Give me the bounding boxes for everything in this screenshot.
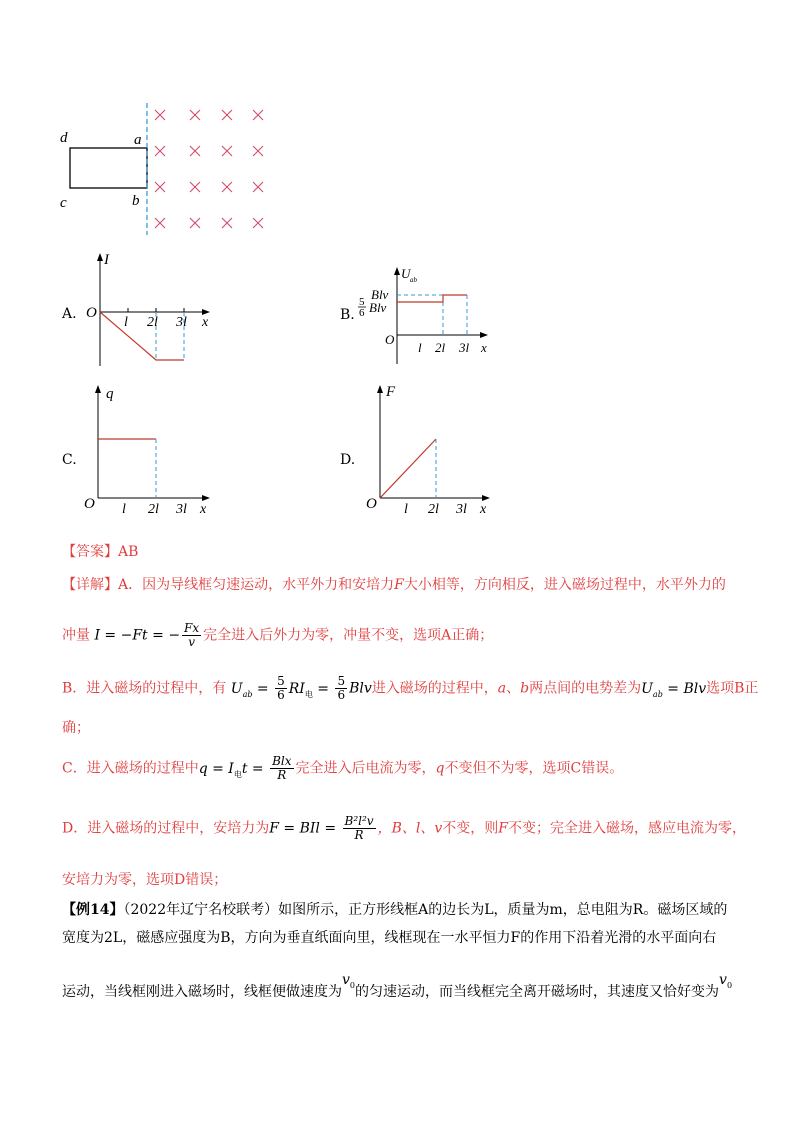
option-a-label: A.: [62, 306, 77, 322]
b-tick-2l: 2l: [435, 340, 446, 355]
explanation-a-line1: [62, 575, 726, 595]
a-tick-2l: 2l: [147, 315, 158, 330]
d-tick-l: l: [404, 502, 408, 517]
label-a: a: [134, 132, 142, 148]
example-line3: 运动，当线框刚进入磁场时，线框便做速度为$v_0$的匀速运动，而当线框完全离开磁场时，其速度又恰好变为$v_0$: [62, 972, 733, 1000]
example-line2: 宽度为2L，磁感应强度为B，方向为垂直纸面向里，线框现在一水平恒力F的作用下沿着光滑的水平面向右: [62, 930, 717, 946]
c-tick-3l: 3l: [176, 502, 187, 517]
answer-tag: 【答案】: [62, 544, 118, 560]
b-frac-den: 6: [359, 307, 365, 319]
d-y-axis: F: [386, 384, 396, 400]
explanation-c-intro: C．进入磁场的过程中: [62, 760, 199, 777]
wire-frame: [70, 148, 147, 188]
uab-line: [397, 295, 467, 302]
label-d: d: [60, 130, 68, 146]
b-frac-num: 5: [359, 296, 365, 308]
option-b-graph: [355, 262, 505, 372]
option-c-label: C.: [62, 452, 77, 468]
b-y-axis: U: [401, 266, 411, 281]
b-tick-3l: 3l: [459, 340, 470, 355]
field-crosses: [155, 110, 263, 228]
d-tick-3l: 3l: [456, 502, 467, 517]
explanation-a-rest: 大小相等，方向相反，进入磁场过程中，水平外力的: [403, 577, 726, 593]
label-c: c: [60, 195, 67, 211]
c-origin: O: [84, 496, 95, 512]
option-b-label: B.: [340, 307, 355, 323]
option-d-label: D.: [340, 452, 356, 468]
example-text-1: （2022年辽宁名校联考）如图所示，正方形线框A的边长为L，质量为m，总电阻为R。磁场区域的: [123, 902, 728, 918]
explanation-d-line1: D．进入磁场的过程中，安培力为F = BIl = $\frac{\text{B²l²v}}{R}$ ，B、l、v不变，则F不变；完全进入磁场，感应电流为零，: [62, 814, 746, 842]
explanation-a-intro: A．因为导线框匀速运动，水平外力和安培力: [118, 577, 395, 593]
c-tick-l: l: [122, 502, 126, 517]
explanation-d-intro: D．进入磁场的过程中，安培力为: [62, 820, 270, 837]
current-line: [100, 312, 184, 360]
explanation-a-pre: 冲量: [62, 627, 90, 644]
frame-field-figure: [55, 95, 285, 245]
d-origin: O: [366, 496, 377, 512]
explanation-a-eq: I = −Ft = −: [94, 627, 181, 644]
d-tick-2l: 2l: [428, 502, 439, 517]
explanation-a-frac: $\frac{Fx}{v}$: [184, 621, 200, 649]
explanation-c-line: C．进入磁场的过程中$q = I_电t$ = $\frac{\text{Blx}}{R}$ 完全进入后电流为零，q不变但不为零，选项C错误。: [62, 754, 624, 782]
force-line: [380, 439, 436, 498]
a-tick-l: l: [124, 315, 128, 330]
b-tick-l: l: [418, 340, 422, 355]
example-line1: [62, 900, 727, 920]
a-y-axis: I: [104, 252, 109, 268]
option-c-graph: [80, 380, 220, 520]
d-x-axis: x: [480, 502, 487, 517]
answer-value: AB: [118, 544, 139, 560]
explanation-a-F: F: [394, 577, 404, 593]
c-y-axis: q: [106, 386, 114, 402]
explanation-a-post: 完全进入后外力为零，冲量不变，选项A正确；: [203, 627, 494, 644]
explanation-a-line2: [62, 622, 493, 649]
a-origin: O: [86, 305, 97, 321]
b-y-axis-sub: ab: [410, 276, 417, 284]
explanation-tag: 【详解】: [62, 577, 118, 593]
explanation-b-intro: B．进入磁场的过程中，有: [62, 680, 227, 697]
option-a-graph: [80, 248, 220, 378]
explanation-b-line1: B．进入磁场的过程中，有 $U_{ab}$ = $\frac{5}{6}$ $RI_电$ = $\frac{5}{6}$ Blv进入磁场的过程中，a、b两点间的电势差为$U_{ab}$ = Blv选项B正: [62, 674, 759, 702]
explanation-b-line2: 确；: [62, 720, 90, 736]
b-x-axis: x: [481, 340, 487, 355]
answer-line: [62, 542, 138, 562]
a-x-axis: x: [202, 315, 209, 330]
explanation-b-mid: 进入磁场的过程中，: [371, 680, 498, 697]
label-b: b: [132, 193, 140, 209]
b-tick-blv-top: Blv: [371, 287, 389, 302]
b-tick-blv: Blv: [369, 300, 387, 315]
b-origin: O: [385, 332, 395, 347]
a-tick-3l: 3l: [176, 315, 187, 330]
c-tick-2l: 2l: [148, 502, 159, 517]
option-d-graph: [360, 380, 500, 520]
example-tag: 【例14】: [62, 902, 124, 918]
c-x-axis: x: [200, 502, 207, 517]
explanation-d-line2: 安培力为零，选项D错误；: [62, 872, 228, 888]
